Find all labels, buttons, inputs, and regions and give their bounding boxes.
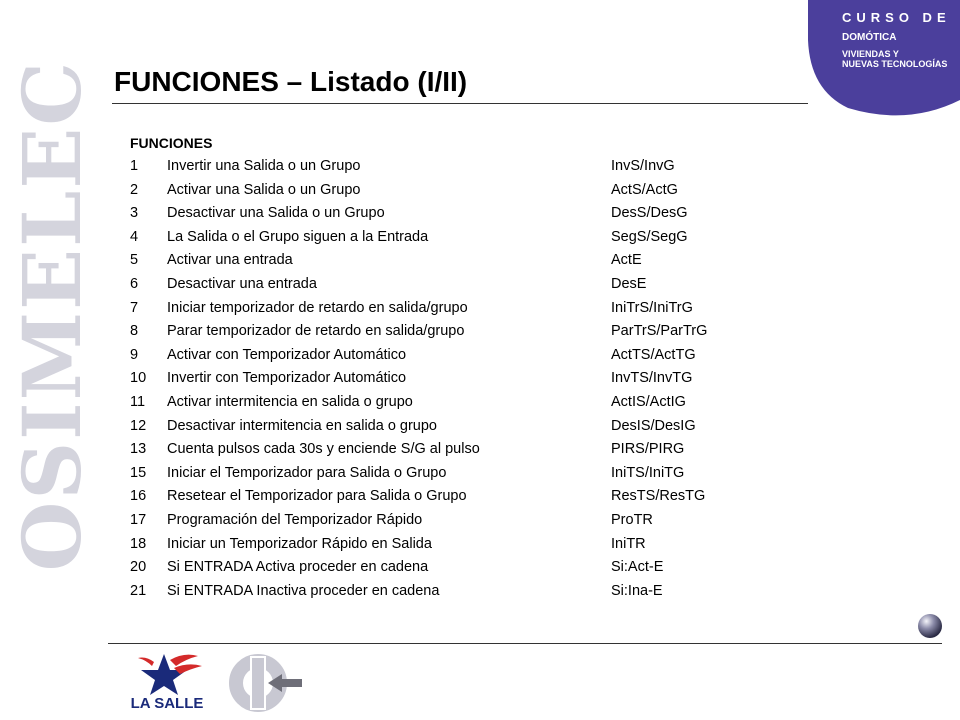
- lasalle-logo: [124, 650, 210, 716]
- function-row: [130, 465, 750, 489]
- function-description: Resetear el Temporizador para Salida o Grupo: [167, 488, 467, 505]
- function-code: Si:Ina-E: [611, 582, 663, 599]
- function-number: 18: [130, 535, 147, 552]
- function-row: [130, 488, 750, 512]
- function-code: IniTR: [611, 535, 646, 552]
- function-number: 21: [130, 582, 147, 599]
- function-row: [130, 158, 750, 182]
- function-description: Iniciar un Temporizador Rápido en Salida: [167, 535, 432, 552]
- function-description: Desactivar una Salida o un Grupo: [167, 205, 385, 222]
- function-description: La Salida o el Grupo siguen a la Entrada: [167, 228, 429, 245]
- function-description: Si ENTRADA Inactiva proceder en cadena: [167, 582, 440, 599]
- title-divider: [112, 103, 808, 104]
- badge-course-label: CURSO DE: [842, 10, 951, 25]
- function-number: 20: [130, 559, 147, 576]
- course-badge: [808, 0, 960, 118]
- function-code: ActE: [611, 252, 642, 269]
- function-code: ActTS/ActTG: [611, 346, 696, 363]
- lasalle-label: LA SALLE: [130, 695, 204, 712]
- function-code: InvS/InvG: [611, 158, 675, 174]
- function-code: ActS/ActG: [611, 181, 678, 198]
- function-row: [130, 182, 750, 206]
- osimelec-logo-icon: [228, 652, 308, 714]
- function-number: 2: [130, 181, 139, 198]
- badge-topic-label: DOMÓTICA: [842, 32, 897, 43]
- function-row: [130, 583, 750, 607]
- function-description: Iniciar el Temporizador para Salida o Grupo: [167, 464, 447, 481]
- function-code: DesS/DesG: [611, 205, 688, 222]
- function-code: IniTrS/IniTrG: [611, 299, 693, 316]
- function-row: [130, 205, 750, 229]
- function-code: Si:Act-E: [611, 559, 664, 576]
- function-code: ProTR: [611, 511, 653, 528]
- function-code: IniTS/IniTG: [611, 464, 685, 481]
- function-number: 15: [130, 464, 147, 481]
- function-number: 1: [130, 158, 139, 174]
- watermark-text: OSIMELEC: [5, 60, 99, 572]
- list-heading: FUNCIONES: [130, 135, 213, 151]
- function-number: 4: [130, 228, 139, 245]
- function-description: Activar una entrada: [167, 252, 293, 269]
- function-number: 6: [130, 275, 139, 292]
- function-number: 11: [130, 393, 146, 410]
- function-description: Invertir con Temporizador Automático: [167, 370, 407, 387]
- function-row: [130, 252, 750, 276]
- function-description: Cuenta pulsos cada 30s y enciende S/G al pulso: [167, 441, 480, 458]
- function-row: [130, 418, 750, 442]
- function-row: [130, 441, 750, 465]
- function-row: [130, 323, 750, 347]
- function-code: ResTS/ResTG: [611, 488, 706, 505]
- function-description: Si ENTRADA Activa proceder en cadena: [167, 559, 429, 576]
- function-number: 13: [130, 441, 147, 458]
- function-code: ParTrS/ParTrG: [611, 323, 708, 340]
- badge-subtitle-1: VIVIENDAS Y: [842, 49, 899, 59]
- function-description: Desactivar intermitencia en salida o grupo: [167, 417, 437, 434]
- page-title: FUNCIONES – Listado (I/II): [114, 66, 468, 97]
- function-row: [130, 370, 750, 394]
- function-number: 17: [130, 511, 147, 528]
- function-code: ActIS/ActIG: [611, 393, 686, 410]
- function-code: DesIS/DesIG: [611, 417, 696, 434]
- function-list: [130, 158, 750, 606]
- function-row: [130, 394, 750, 418]
- function-number: 7: [130, 299, 139, 316]
- function-description: Activar intermitencia en salida o grupo: [167, 393, 413, 410]
- function-row: [130, 536, 750, 560]
- function-row: [130, 229, 750, 253]
- function-number: 12: [130, 417, 147, 434]
- function-description: Programación del Temporizador Rápido: [167, 511, 423, 528]
- function-code: SegS/SegG: [611, 228, 688, 245]
- function-number: 16: [130, 488, 147, 505]
- function-row: [130, 512, 750, 536]
- function-description: Desactivar una entrada: [167, 275, 317, 292]
- function-number: 8: [130, 323, 139, 340]
- function-row: [130, 300, 750, 324]
- sphere-icon[interactable]: [917, 613, 943, 639]
- lasalle-star-icon: [124, 650, 210, 696]
- function-number: 5: [130, 252, 139, 269]
- function-row: [130, 276, 750, 300]
- badge-subtitle-2: NUEVAS TECNOLOGÍAS: [842, 59, 948, 69]
- function-code: DesE: [611, 275, 647, 292]
- osimelec-watermark: [0, 40, 99, 620]
- function-description: Parar temporizador de retardo en salida/grupo: [167, 323, 465, 340]
- function-number: 3: [130, 205, 139, 222]
- footer-divider: [108, 643, 942, 644]
- function-description: Activar con Temporizador Automático: [167, 346, 407, 363]
- function-number: 9: [130, 346, 139, 363]
- function-description: Invertir una Salida o un Grupo: [167, 158, 361, 174]
- function-number: 10: [130, 370, 147, 387]
- function-code: PIRS/PIRG: [611, 441, 685, 458]
- function-description: Iniciar temporizador de retardo en salida/grupo: [167, 299, 468, 316]
- function-code: InvTS/InvTG: [611, 370, 693, 387]
- function-row: [130, 559, 750, 583]
- function-description: Activar una Salida o un Grupo: [167, 181, 361, 198]
- function-row: [130, 347, 750, 371]
